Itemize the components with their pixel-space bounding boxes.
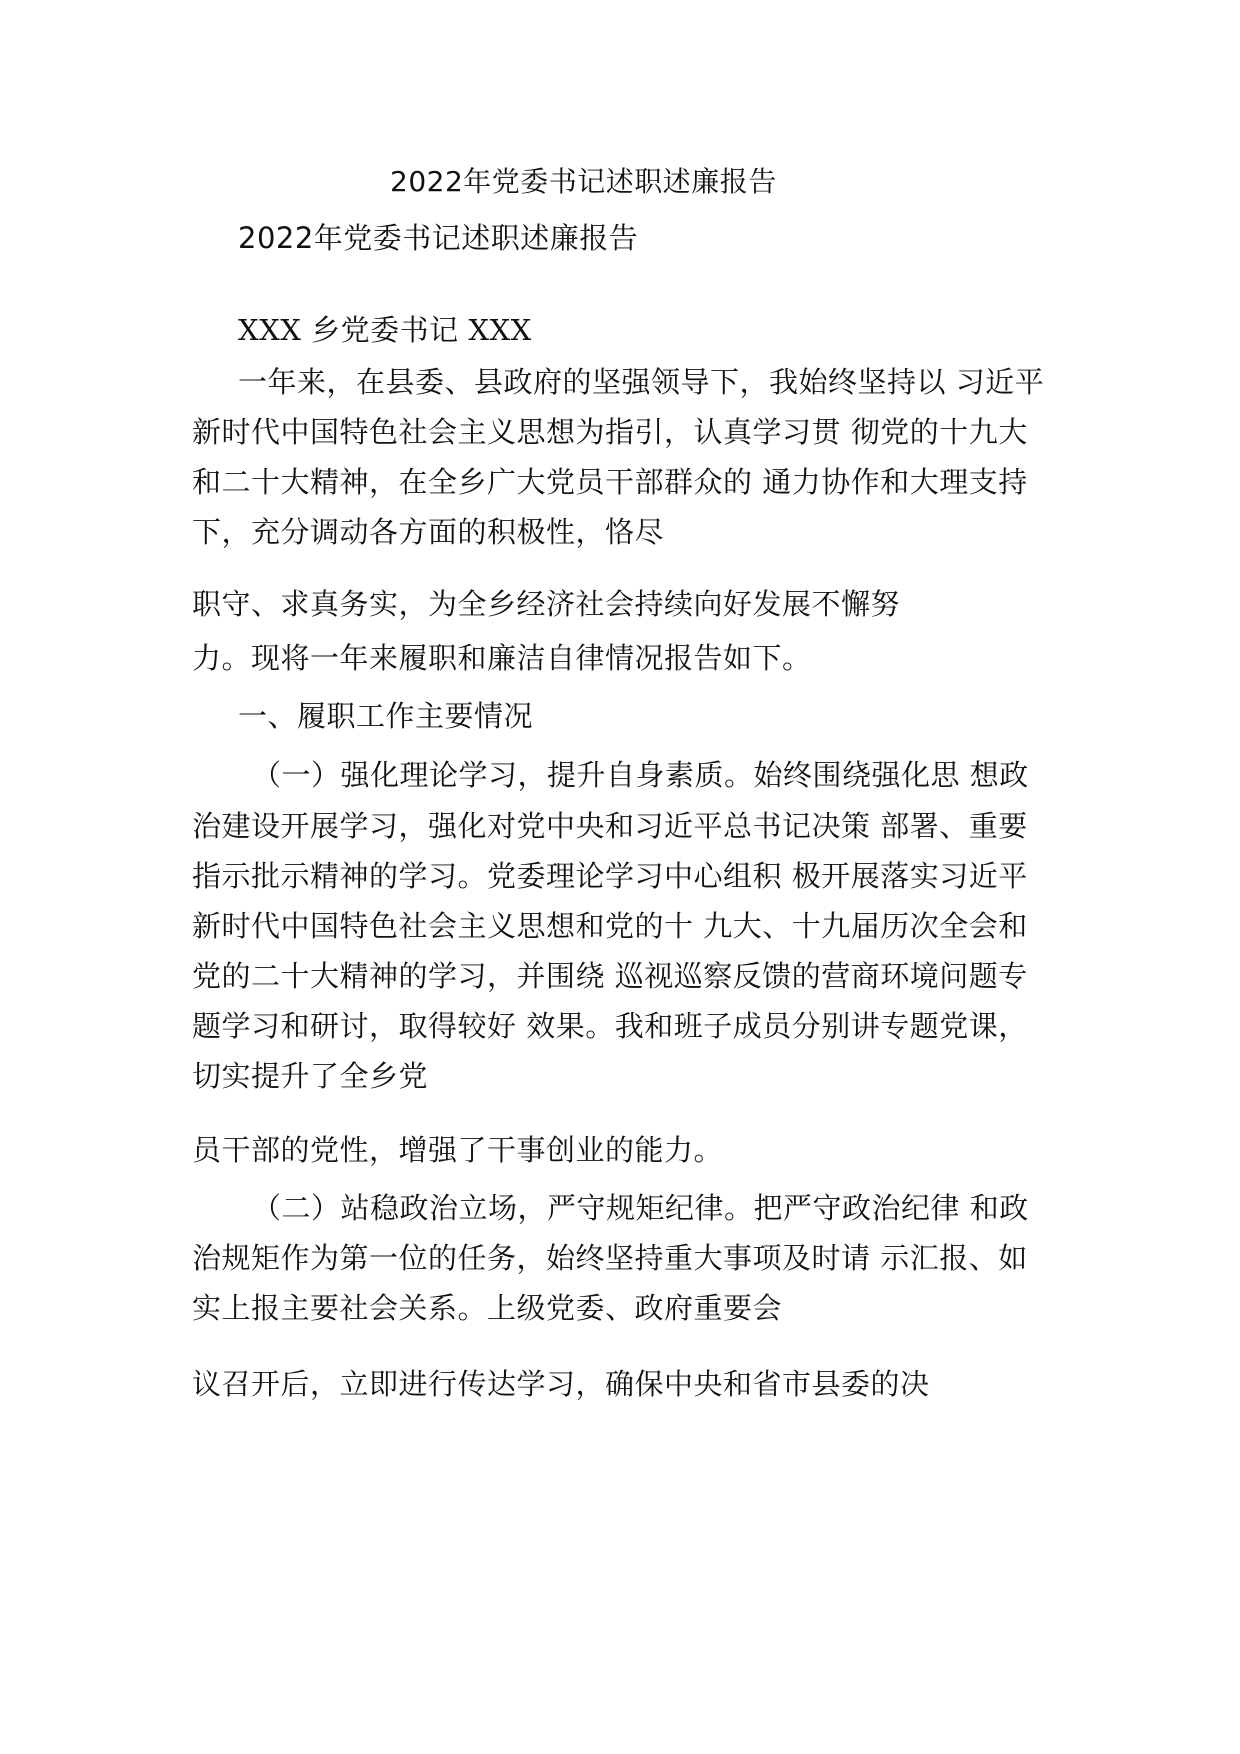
subsection-line: （二）站稳政治立场，严守规矩纪律。把严守政治纪律 和政 — [252, 1191, 1029, 1225]
paragraph-line: 新时代中国特色社会主义思想为指引，认真学习贯 彻党的十九大 — [192, 415, 1028, 449]
paragraph-line: 一年来，在县委、县政府的坚强领导下，我始终坚持以 习近平 — [238, 365, 1045, 399]
section-heading: 一、履职工作主要情况 — [238, 699, 534, 733]
paragraph-line: 治建设开展学习，强化对党中央和习近平总书记决策 部署、重要 — [192, 809, 1028, 843]
paragraph-line: 员干部的党性，增强了干事创业的能力。 — [192, 1133, 724, 1167]
paragraph-line: 新时代中国特色社会主义思想和党的十 九大、十九届历次全会和 — [192, 909, 1028, 943]
paragraph-line: 议召开后，立即进行传达学习，确保中央和省市县委的决 — [192, 1367, 930, 1401]
paragraph-line: 切实提升了全乡党 — [192, 1059, 429, 1093]
paragraph-line: 指示批示精神的学习。党委理论学习中心组积 极开展落实习近平 — [192, 859, 1028, 893]
paragraph-line: 职守、求真务实，为全乡经济社会持续向好发展不懈努 — [192, 587, 901, 621]
paragraph-line: 力。现将一年来履职和廉洁自律情况报告如下。 — [192, 641, 812, 675]
paragraph-line: 治规矩作为第一位的任务，始终坚持重大事项及时请 示汇报、如 — [192, 1241, 1028, 1275]
document-title: 2022年党委书记述职述廉报告 — [390, 165, 777, 198]
paragraph-line: 下，充分调动各方面的积极性，恪尽 — [192, 515, 665, 549]
paragraph-line: 党的二十大精神的学习，并围绕 巡视巡察反馈的营商环境问题专 — [192, 959, 1028, 993]
document-subtitle: 2022年党委书记述职述廉报告 — [238, 221, 639, 255]
subsection-line: （一）强化理论学习，提升自身素质。始终围绕强化思 想政 — [252, 758, 1029, 792]
paragraph-line: 题学习和研讨，取得较好 效果。我和班子成员分别讲专题党课， — [192, 1009, 1028, 1043]
paragraph-line: 实上报主要社会关系。上级党委、政府重要会 — [192, 1291, 783, 1325]
paragraph-line: 和二十大精神，在全乡广大党员干部群众的 通力协作和大理支持 — [192, 465, 1028, 499]
author-line: XXX 乡党委书记 XXX — [238, 313, 532, 347]
